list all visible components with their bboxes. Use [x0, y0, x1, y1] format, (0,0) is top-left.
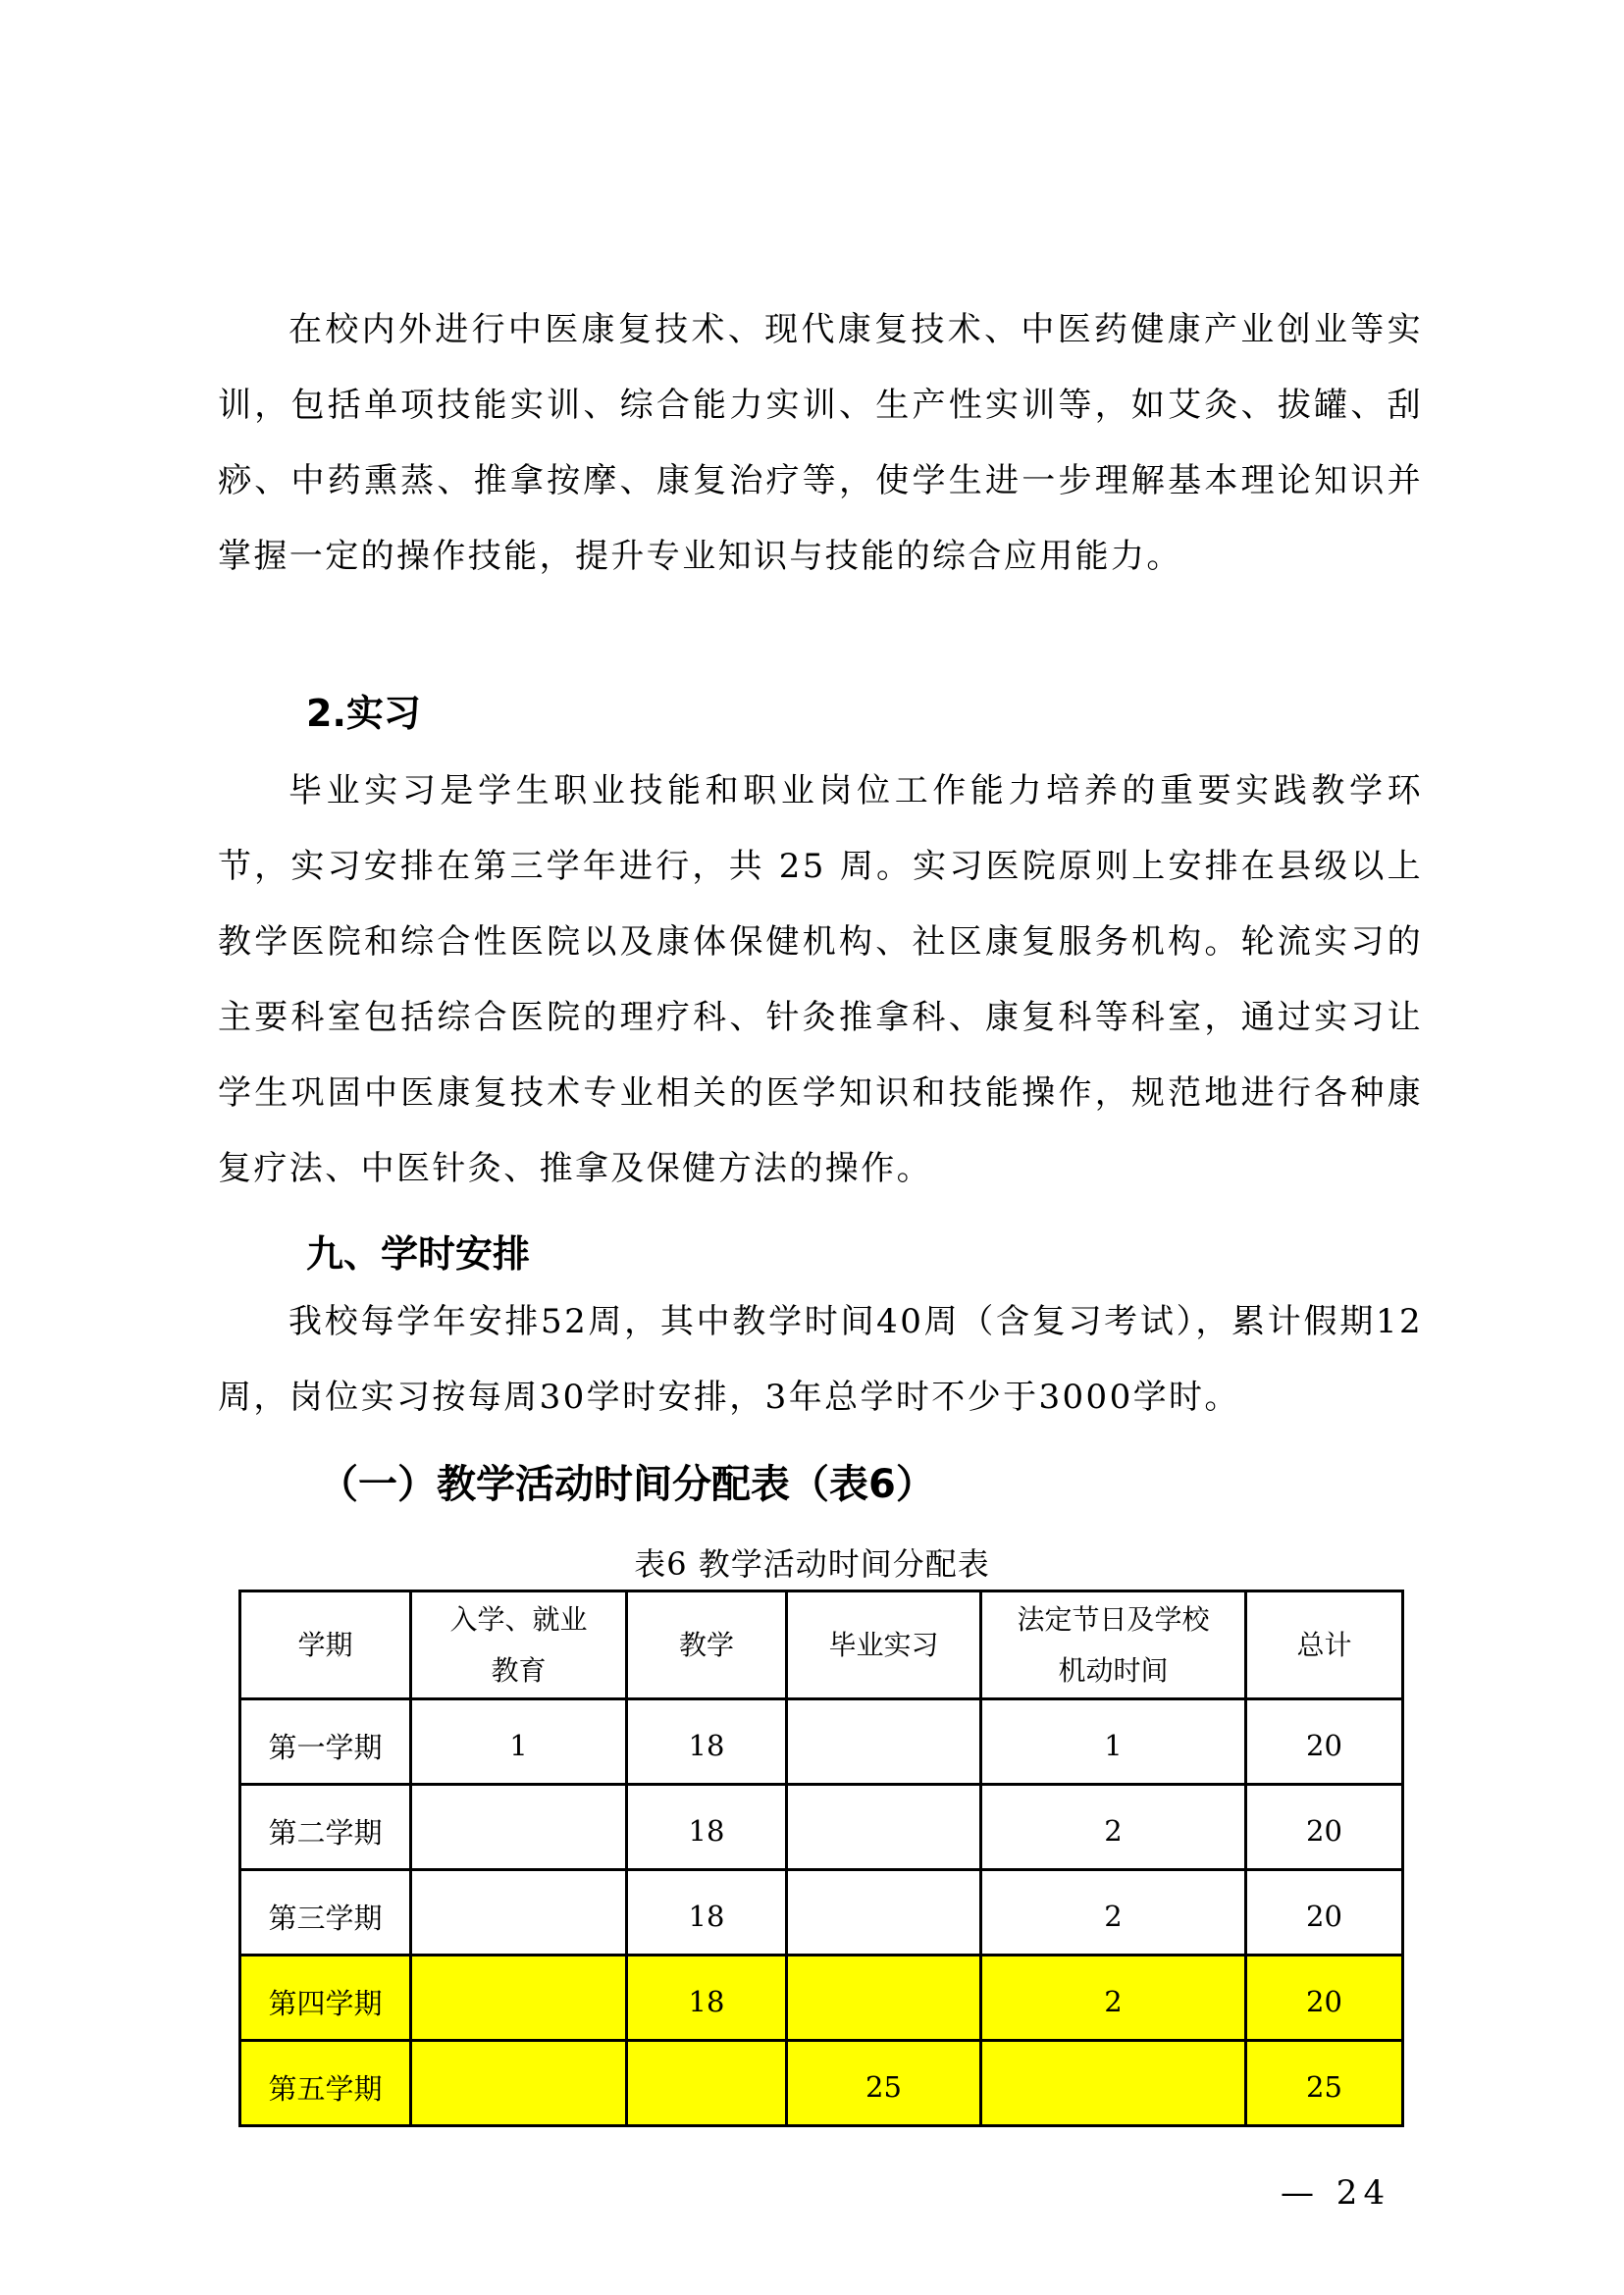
table-row: [240, 1956, 1403, 2041]
cell-total: 20: [1246, 1956, 1403, 2041]
heading-internship: 2.实习: [306, 692, 421, 735]
table-caption: 表6 教学活动时间分配表: [634, 1545, 990, 1583]
cell-internship: 25: [787, 2041, 981, 2126]
cell-holiday: [981, 2041, 1246, 2126]
table-header-row: [240, 1591, 1403, 1699]
cell-total: 20: [1246, 1785, 1403, 1870]
cell-holiday: 2: [981, 1870, 1246, 1956]
cell-internship: [787, 1785, 981, 1870]
cell-holiday: 1: [981, 1699, 1246, 1785]
cell-term: 第三学期: [240, 1870, 411, 1956]
cell-teaching: [627, 2041, 787, 2126]
cell-teaching: 18: [627, 1956, 787, 2041]
header-holidays: 法定节日及学校机动时间: [981, 1591, 1246, 1699]
cell-entrance: [411, 1870, 627, 1956]
cell-entrance: 1: [411, 1699, 627, 1785]
cell-total: 20: [1246, 1870, 1403, 1956]
header-teaching: 教学: [627, 1591, 787, 1699]
header-total: 总计: [1246, 1591, 1403, 1699]
paragraph-schedule: 我校每学年安排52周，其中教学时间40周（含复习考试），累计假期12周，岗位实习按每周30学时安排，3年总学时不少于3000学时。: [218, 1302, 1423, 1417]
teaching-schedule-table: [238, 1590, 1404, 2127]
cell-total: 25: [1246, 2041, 1403, 2126]
heading-section-9: 九、学时安排: [306, 1232, 531, 1276]
cell-holiday: 2: [981, 1785, 1246, 1870]
cell-internship: [787, 1956, 981, 2041]
table-row: [240, 1870, 1403, 1956]
cell-entrance: [411, 2041, 627, 2126]
page-number: — 24: [1281, 2173, 1391, 2213]
cell-term: 第一学期: [240, 1699, 411, 1785]
cell-teaching: 18: [627, 1699, 787, 1785]
cell-term: 第五学期: [240, 2041, 411, 2126]
cell-entrance: [411, 1785, 627, 1870]
cell-internship: [787, 1870, 981, 1956]
table-row: [240, 2041, 1403, 2126]
header-internship: 毕业实习: [787, 1591, 981, 1699]
header-term: 学期: [240, 1591, 411, 1699]
cell-teaching: 18: [627, 1870, 787, 1956]
cell-term: 第四学期: [240, 1956, 411, 2041]
paragraph-internship: 毕业实习是学生职业技能和职业岗位工作能力培养的重要实践教学环节，实习安排在第三学年进行，共 25 周。实习医院原则上安排在县级以上教学医院和综合性医院以及康体保健机构、社区康复服务机构。轮流实习的主要科室包括综合医院的理疗科、针灸推拿科、康复科等科室，通过实习让学生巩固中医康复技术专业相关的医学知识和技能操作，规范地进行各种康复疗法、中医针灸、推拿及保健方法的操作。: [218, 771, 1423, 1188]
cell-term: 第二学期: [240, 1785, 411, 1870]
heading-table-section: （一）教学活动时间分配表（表6）: [319, 1462, 935, 1507]
cell-holiday: 2: [981, 1956, 1246, 2041]
paragraph-practical-training: 在校内外进行中医康复技术、现代康复技术、中医药健康产业创业等实训，包括单项技能实训、综合能力实训、生产性实训等，如艾灸、拔罐、刮痧、中药熏蒸、推拿按摩、康复治疗等，使学生进一步理解基本理论知识并掌握一定的操作技能，提升专业知识与技能的综合应用能力。: [218, 310, 1423, 576]
cell-internship: [787, 1699, 981, 1785]
table-row: [240, 1699, 1403, 1785]
cell-entrance: [411, 1956, 627, 2041]
header-entrance-employment: 入学、就业教育: [411, 1591, 627, 1699]
cell-total: 20: [1246, 1699, 1403, 1785]
table-row: [240, 1785, 1403, 1870]
cell-teaching: 18: [627, 1785, 787, 1870]
